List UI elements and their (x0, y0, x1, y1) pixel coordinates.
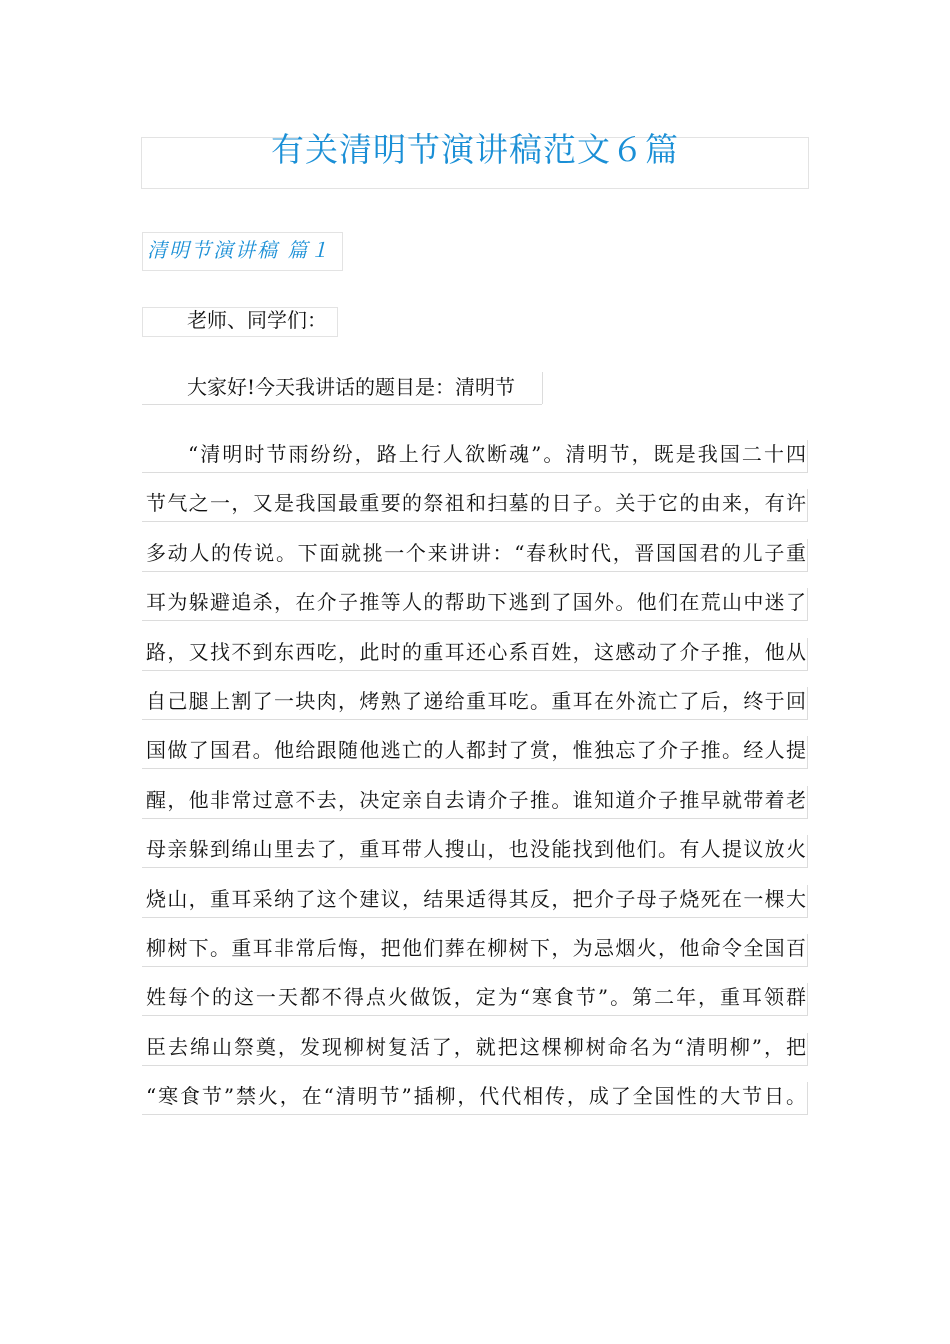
body-line-rule (142, 1015, 808, 1016)
body-line-rule (142, 670, 808, 671)
body-line-rule (142, 867, 808, 868)
body-line-edge (807, 885, 808, 917)
intro-rule-edge (542, 372, 543, 404)
body-line-edge (807, 539, 808, 571)
body-line: 多动人的传说。下面就挑一个来讲讲：“春秋时代，晋国国君的儿子重 (146, 541, 806, 565)
body-line: 烧山，重耳采纳了这个建议，结果适得其反，把介子母子烧死在一棵大 (146, 887, 806, 911)
body-line: 自己腿上割了一块肉，烤熟了递给重耳吃。重耳在外流亡了后，终于回 (146, 689, 806, 713)
body-line-edge (807, 1082, 808, 1114)
body-line-rule (142, 966, 808, 967)
body-line: 醒，他非常过意不去，决定亲自去请介子推。谁知道介子推早就带着老 (146, 788, 806, 812)
body-line-edge (807, 1033, 808, 1065)
body-line-edge (807, 638, 808, 670)
body-line: 柳树下。重耳非常后悔，把他们葬在柳树下，为忌烟火，他命令全国百 (146, 936, 806, 960)
body-line-rule (142, 818, 808, 819)
body-line-rule (142, 719, 808, 720)
body-line: 母亲躲到绵山里去了，重耳带人搜山，也没能找到他们。有人提议放火 (146, 837, 806, 861)
body-line: “寒食节”禁火，在“清明节”插柳，代代相传，成了全国性的大节日。 (146, 1084, 806, 1108)
body-line-edge (807, 588, 808, 620)
body-line-edge (807, 934, 808, 966)
body-line: 耳为躲避追杀，在介子推等人的帮助下逃到了国外。他们在荒山中迷了 (146, 590, 806, 614)
body-line-edge (807, 687, 808, 719)
body-line-rule (142, 917, 808, 918)
section-heading: 清明节演讲稿 篇１ (147, 238, 332, 262)
body-line: “清明时节雨纷纷，路上行人欲断魂”。清明节，既是我国二十四 (188, 442, 806, 466)
body-line-rule (142, 768, 808, 769)
body-line: 国做了国君。他给跟随他逃亡的人都封了赏，惟独忘了介子推。经人提 (146, 738, 806, 762)
body-line: 臣去绵山祭奠，发现柳树复活了，就把这棵柳树命名为“清明柳”，把 (146, 1035, 806, 1059)
intro-paragraph: 大家好!今天我讲话的题目是：清明节 (187, 375, 516, 399)
body-line-edge (807, 440, 808, 472)
body-line: 路，又找不到东西吃，此时的重耳还心系百姓，这感动了介子推，他从 (146, 640, 806, 664)
document-title: 有关清明节演讲稿范文６篇 (271, 130, 679, 169)
body-line-rule (142, 620, 808, 621)
body-line-edge (807, 786, 808, 818)
body-line-edge (807, 736, 808, 768)
intro-rule (142, 404, 542, 405)
body-line-edge (807, 835, 808, 867)
body-line: 姓每个的这一天都不得点火做饭，定为“寒食节”。第二年，重耳领群 (146, 985, 806, 1009)
body-line: 节气之一，又是我国最重要的祭祖和扫墓的日子。关于它的由来，有许 (146, 491, 806, 515)
body-line-edge (807, 983, 808, 1015)
body-line-rule (142, 1065, 808, 1066)
body-line-rule (142, 521, 808, 522)
body-line-edge (807, 489, 808, 521)
body-line-rule (142, 571, 808, 572)
body-line-rule (142, 472, 808, 473)
body-line-rule (142, 1114, 808, 1115)
salutation: 老师、同学们： (187, 308, 327, 332)
